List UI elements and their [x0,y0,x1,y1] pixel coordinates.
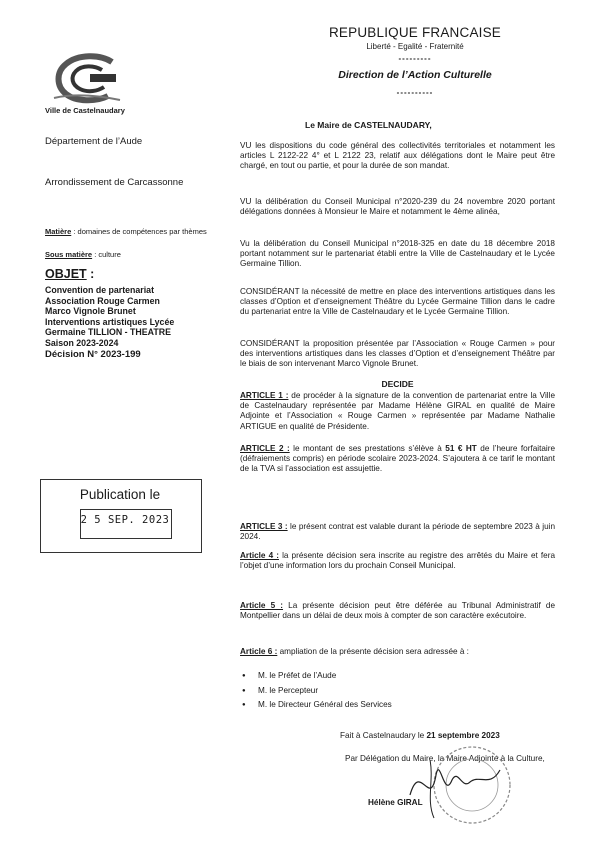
departement: Département de l’Aude [45,136,143,147]
signature-place-date [340,731,500,740]
matiere-value: : domaines de compétences par thèmes [71,227,207,236]
direction-title: Direction de l’Action Culturelle [338,69,492,81]
article-3 [240,522,555,542]
decide-heading: DECIDE [381,379,414,389]
objet-heading [45,267,94,281]
matiere-label: Matière [45,227,72,236]
publication-date: 2 5 SEP. 2023 [80,514,170,526]
article-2-label: ARTICLE 2 : [240,444,290,453]
article-5 [240,601,555,621]
considerant-paragraph-1: CONSIDÉRANT la nécessité de mettre en place des interventions artistiques dans les classes d’Option et d’enseignement Théâtre du Lycée Germaine Tillion dans le cadre du partenariat entre la Ville de Castelnaudary et le Lycée Germaine Tillion. [240,287,555,317]
article-3-text: le présent contrat est valable durant la période de septembre 2023 à juin 2024. [240,522,555,542]
signature-stamp-icon [400,740,520,830]
list-item: ● M. le Directeur Général des Services [240,698,392,713]
objet-line: Convention de partenariat [45,285,154,295]
article-1 [240,391,555,432]
considerant-paragraph-2: CONSIDÉRANT la proposition présentée par l’Association « Rouge Carmen » pour des interventions artistiques dans les classes d’Option et d’enseignement Théâtre par le biais de son intervenant Marco Vignole Brunet. [240,339,555,369]
article-2 [240,444,555,475]
objet-line: Association Rouge Carmen [45,295,160,306]
article-4 [240,551,555,571]
city-caption: Ville de Castelnaudary [45,106,125,115]
article-1-label: ARTICLE 1 : [240,391,289,400]
header-separator-2: ---------- [396,88,434,97]
article-2-post: de l’heure forfaitaire (défraiements compris) en période scolaire 2023-2024. S’ajoutera à ce tarif le montant de la TVA si l’association est assujettie. [240,444,556,474]
article-6-text: ampliation de la présente décision sera adressée à : [277,647,469,656]
header-separator: --------- [398,54,432,63]
article-4-label: Article 4 : [240,551,279,560]
article-1-text: de procéder à la signature de la convention de partenariat entre la Ville de Castelnaudary représentée par Madame Hélène GIRAL en qualité de Maire Adjointe et l’Association « Rouge Carmen » représentée par Madame Nathalie ARTIGUE en qualité de Présidente. [240,391,555,431]
publication-title: Publication le [79,487,161,502]
republic-title: REPUBLIQUE FRANCAISE [328,25,502,40]
vu-paragraph-1: VU les dispositions du code général des collectivités territoriales et notamment les articles L 2122-22 4° et L 2122 23, relatif aux délégations dont le Maire peut être chargé, en tout ou partie, et pour la durée de son mandat. [240,141,555,171]
vu-paragraph-3: Vu la délibération du Conseil Municipal n°2018-325 en date du 18 décembre 2018 portant notamment sur le partenariat établi entre la Ville de Castelnaudary et le Lycée Germaine Tillion. [240,239,555,269]
decision-number: Décision N° 2023-199 [45,349,141,360]
article-6-label: Article 6 : [240,647,278,656]
city-logo-icon [50,52,125,107]
signer-name: Hélène GIRAL [368,798,423,807]
vu-paragraph-2: VU la délibération du Conseil Municipal n°2020-239 du 24 novembre 2020 portant délégations données à Monsieur le Maire et notamment le 4ème alinéa, [240,197,555,217]
mayor-heading: Le Maire de CASTELNAUDARY, [305,120,432,130]
article-2-pre: le montant de ses prestations s’élève à [289,444,446,453]
objet-line: Saison 2023-2024 [45,337,119,348]
fait-date: 21 septembre 2023 [426,731,500,740]
objet-label: OBJET [45,267,87,281]
article-5-text: La présente décision peut être déférée au Tribunal Administratif de Montpellier dans un délai de deux mois à compter de son caractère exécutoire. [240,601,555,621]
article-4-text: la présente décision sera inscrite au registre des arrêtés du Maire et fera l’objet d’une information lors du prochain Conseil Municipal. [240,551,555,571]
sous-matiere-value: : culture [92,250,121,259]
delegation-text: Par Délégation du Maire, la Maire Adjointe à la Culture, [345,754,545,763]
fait-text: Fait à Castelnaudary le [340,731,427,740]
sous-matiere-label: Sous matière [45,250,93,259]
objet-line: Marco Vignole Brunet [45,306,136,316]
article-2-amount: 51 € HT [445,444,477,453]
objet-colon: : [86,267,95,281]
objet-body [45,285,215,348]
objet-line: Interventions artistiques Lycée [45,316,175,327]
article-3-label: ARTICLE 3 : [240,522,288,531]
recipient-list [240,669,392,713]
objet-line: Germaine TILLION - THEATRE [45,327,171,337]
republic-motto: Liberté - Egalité - Fraternité [366,42,464,51]
article-5-label: Article 5 : [240,601,284,610]
article-6 [240,647,555,657]
list-item: ● M. le Préfet de l’Aude [240,669,392,684]
matiere-line [45,227,235,236]
arrondissement: Arrondissement de Carcassonne [45,177,184,188]
list-item: ● M. le Percepteur [240,684,392,699]
sous-matiere-line [45,250,235,259]
